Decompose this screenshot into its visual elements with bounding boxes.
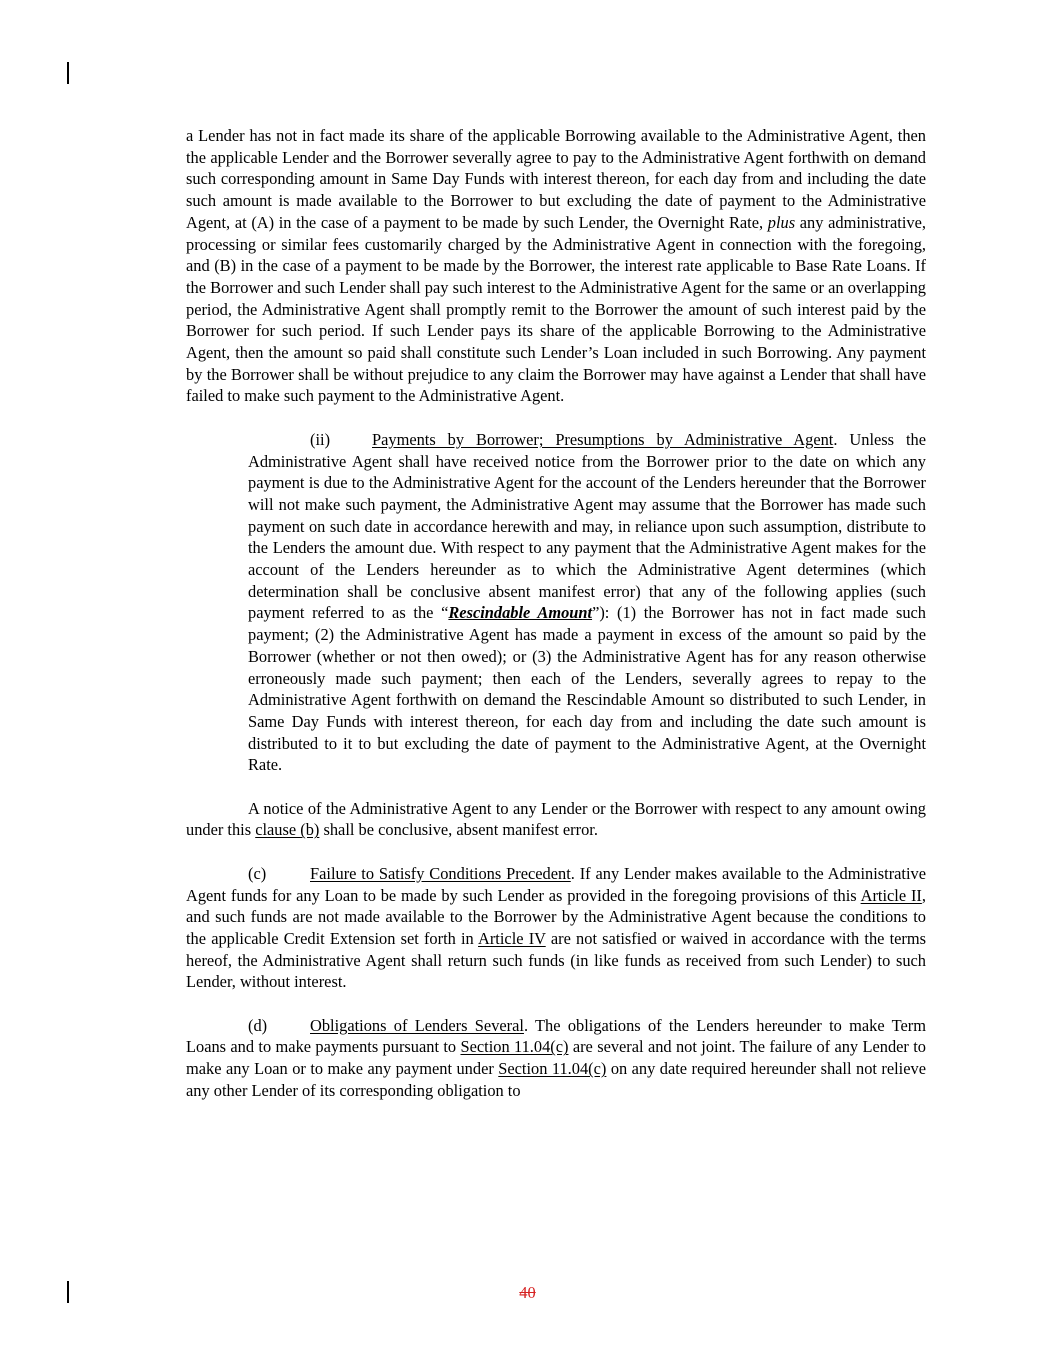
section-d-paragraph: (d) Obligations of Lenders Several. The obligations of the Lenders hereunder to make Term Loans and to make payments pursuant to Section 11.04(c) are several and not joint. The failure of any Lender to make any Loan or to make any payment under Section 11.04(c) on any date required hereunder shall not relieve any other Lender of its corresponding obligation to bbox=[186, 1015, 926, 1100]
clause-b-reference: clause (b) bbox=[255, 820, 320, 840]
paragraph-continued: a Lender has not in fact made its share of the applicable Borrowing available to the Administrative Agent, then the applicable Lender and the Borrower severally agree to pay to the Administrative Agent forthwith on demand such corresponding amount in Same Day Funds with interest thereon, for each day from and including the date such amount is made available to the Borrower to but excluding the date of payment to the Administrative Agent, at (A) in the case of a payment to be made by such Lender, the Overnight Rate, plus any administrative, processing or similar fees customarily charged by the Administrative Agent in connection with the foregoing, and (B) in the case of a payment to be made by the Borrower, the interest rate applicable to Base Rate Loans. If the Borrower and such Lender shall pay such interest to the Administrative Agent for the same or an overlapping period, the Administrative Agent shall promptly remit to the Borrower the amount of such interest paid by the Borrower for such period. If such Lender pays its share of the applicable Borrowing to the Administrative Agent, then the amount so paid shall constitute such Lender’s Loan included in such Borrowing. Any payment by the Borrower shall be without prejudice to any claim the Borrower may have against a Lender that shall have failed to make such payment to the Administrative Agent. bbox=[186, 126, 926, 406]
article-ii-reference: Article II bbox=[860, 885, 922, 905]
change-bar-top bbox=[67, 62, 69, 84]
section-ii-number: (ii) bbox=[310, 429, 331, 449]
document-body bbox=[186, 125, 926, 1123]
section-d-heading: Obligations of Lenders Several bbox=[310, 1015, 524, 1035]
plus-term: plus bbox=[767, 212, 796, 232]
section-ii-paragraph: (ii) Payments by Borrower; Presumptions by Administrative Agent. Unless the Administrative Agent shall have received notice from the Borrower prior to the date on which any payment is due to the Administrative Agent for the account of the Lenders hereunder that the Borrower will not make such payment, the Administrative Agent may assume that the Borrower has made such payment on such date in accordance herewith and may, in reliance upon such assumption, distribute to the Lenders the amount due. With respect to any payment that the Administrative Agent makes for the account of the Lenders hereunder as to which the Administrative Agent determines (which determination shall be conclusive absent manifest error) that any of the following applies (such payment referred to as the “Rescindable Amount”): (1) the Borrower has not in fact made such payment; (2) the Administrative Agent has made a payment in excess of the amount so paid by the Borrower (whether or not then owed); or (3) the Administrative Agent has for any reason otherwise erroneously made such payment; then each of the Lenders, severally agrees to repay to the Administrative Agent forthwith on demand the Rescindable Amount so distributed to such Lender, in Same Day Funds with interest thereon, for each day from and including the date such amount is distributed to it to but excluding the date of payment to the Administrative Agent, at the Overnight Rate. bbox=[248, 429, 927, 775]
section-ii-heading: Payments by Borrower; Presumptions by Administrative Agent bbox=[372, 429, 834, 449]
section-c-heading: Failure to Satisfy Conditions Precedent bbox=[310, 863, 571, 883]
section-11-04-c-reference: Section 11.04(c) bbox=[460, 1037, 569, 1057]
rescindable-amount-term: Rescindable Amount bbox=[448, 603, 593, 623]
section-11-04-c-reference-2: Section 11.04(c) bbox=[498, 1059, 607, 1079]
notice-paragraph: A notice of the Administrative Agent to any Lender or the Borrower with respect to any amount owing under this clause (b) shall be conclusive, absent manifest error. bbox=[186, 798, 926, 840]
section-c-number: (c) bbox=[248, 863, 267, 883]
article-iv-reference: Article IV bbox=[478, 928, 546, 948]
section-d-number: (d) bbox=[248, 1015, 268, 1035]
section-c-paragraph: (c) Failure to Satisfy Conditions Precedent. If any Lender makes available to the Administrative Agent funds for any Loan to be made by such Lender as provided in the foregoing provisions of this Article II, and such funds are not made available to the Borrower by the Administrative Agent because the conditions to the applicable Credit Extension set forth in Article IV are not satisfied or waived in accordance with the terms hereof, the Administrative Agent shall return such funds (in like funds as received from such Lender) to such Lender, without interest. bbox=[186, 863, 926, 992]
page-number: 40 bbox=[519, 1283, 536, 1302]
